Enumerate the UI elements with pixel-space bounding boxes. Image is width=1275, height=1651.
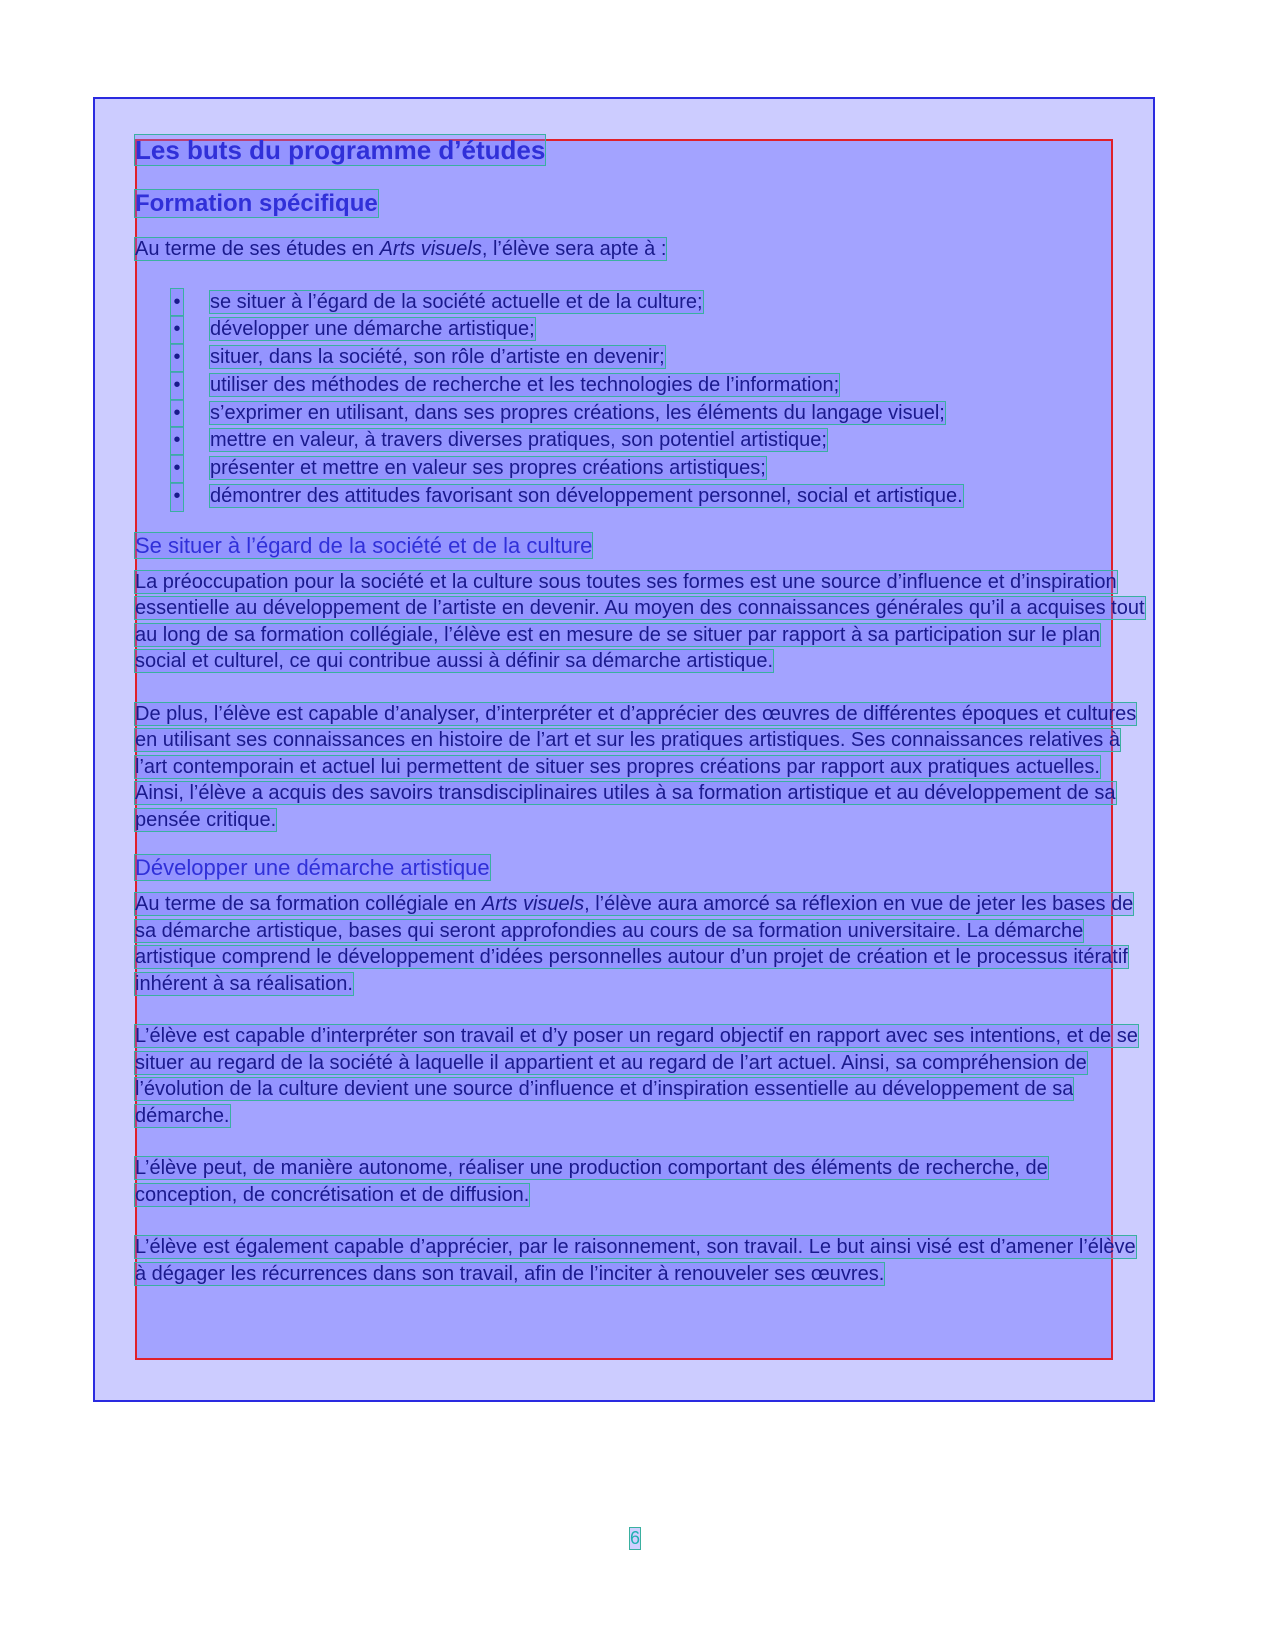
- bullet-icon: •: [171, 289, 183, 317]
- society-paragraph-2: De plus, l’élève est capable d’analyser, d’interpréter et d’apprécier des œuvres de différentes époques et cultures en utilisant ses connaissances en histoire de l’art et sur les pratiques artistiques. Ses connaissances relatives à l’art contemporain et actuel lui permettent de situer ses propres créations par rapport aux pratiques actuelles. Ainsi, l’élève a acquis des savoirs transdisciplinaires utiles à sa formation artistique et au développement de sa pensée critique.: [135, 702, 1137, 831]
- page-number: 6: [630, 1528, 641, 1548]
- approach-paragraph-1: Au terme de sa formation collégiale en Arts visuels, l’élève aura amorcé sa réflexion en vue de jeter les bases de sa démarche artistique, bases qui seront approfondies au cours de sa formation universitaire. La démarche artistique comprend le développement d’idées personnelles autour d’un projet de création et le processus itératif inhérent à sa réalisation.: [135, 893, 1134, 995]
- bullet-icon: •: [171, 344, 183, 372]
- document-content: [135, 130, 1145, 1287]
- page-title: Les buts du programme d’études: [135, 135, 546, 165]
- approach-paragraph-3: L’élève peut, de manière autonome, réaliser une production comportant des éléments de recherche, de conception, de concrétisation et de diffusion.: [135, 1157, 1048, 1206]
- list-item: • présenter et mettre en valeur ses propres créations artistiques;: [135, 455, 1145, 483]
- bullet-icon: •: [171, 372, 183, 400]
- bullet-icon: •: [171, 455, 183, 483]
- bullet-icon: •: [171, 483, 183, 511]
- list-item: • situer, dans la société, son rôle d’artiste en devenir;: [135, 344, 1145, 372]
- bullet-icon: •: [171, 427, 183, 455]
- approach-paragraph-2: L’élève est capable d’interpréter son travail et d’y poser un regard objectif en rapport avec ses intentions, et de se situer au regard de la société à laquelle il appartient et au regard de l’art actuel. Ainsi, sa compréhension de l’évolution de la culture devient une source d’influence et d’inspiration essentielle au développement de sa démarche.: [135, 1025, 1138, 1127]
- list-item: • s’exprimer en utilisant, dans ses propres créations, les éléments du langage visuel;: [135, 400, 1145, 428]
- list-item: • se situer à l’égard de la société actuelle et de la culture;: [135, 289, 1145, 317]
- bullet-icon: •: [171, 316, 183, 344]
- society-paragraph-1: La préoccupation pour la société et la culture sous toutes ses formes est une source d’influence et d’inspiration essentielle au développement de l’artiste en devenir. Au moyen des connaissances générales qu’il a acquises tout au long de sa formation collégiale, l’élève est en mesure de se situer par rapport à sa participation sur le plan social et culturel, ce qui contribue aussi à définir sa démarche artistique.: [135, 570, 1145, 673]
- approach-paragraph-4: L’élève est également capable d’apprécier, par le raisonnement, son travail. Le but ainsi visé est d’amener l’élève à dégager les récurrences dans son travail, afin de l’inciter à renouveler ses œuvres.: [135, 1236, 1136, 1285]
- intro-paragraph: Au terme de ses études en Arts visuels, l’élève sera apte à :: [135, 238, 667, 260]
- list-item: • utiliser des méthodes de recherche et les technologies de l’information;: [135, 372, 1145, 400]
- bullet-icon: •: [171, 400, 183, 428]
- section-heading-society: Se situer à l’égard de la société et de la culture: [135, 532, 593, 558]
- goals-list: [135, 289, 1145, 511]
- list-item: • développer une démarche artistique;: [135, 316, 1145, 344]
- list-item: • démontrer des attitudes favorisant son développement personnel, social et artistique.: [135, 483, 1145, 511]
- list-item: • mettre en valeur, à travers diverses pratiques, son potentiel artistique;: [135, 427, 1145, 455]
- section-heading-formation: Formation spécifique: [135, 190, 378, 217]
- section-heading-approach: Développer une démarche artistique: [135, 855, 490, 881]
